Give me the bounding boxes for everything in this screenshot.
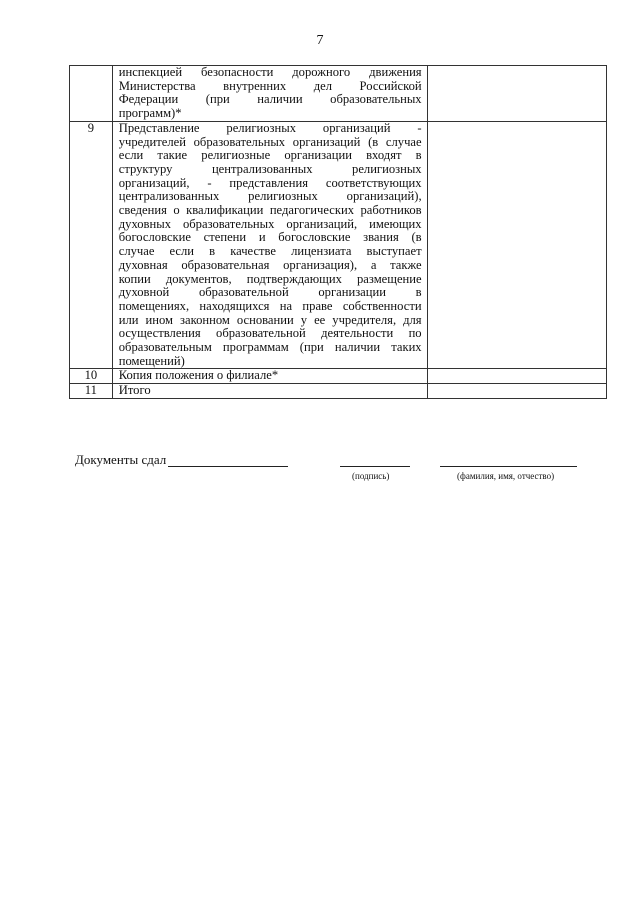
row-value-cell <box>427 121 606 369</box>
description-line: осуществления образовательной деятельности по <box>118 326 422 341</box>
row-description <box>112 66 427 122</box>
row-description <box>112 384 427 399</box>
row-description <box>112 369 427 384</box>
table-row <box>70 66 607 122</box>
description-line: организаций, - представления соответствующих <box>118 175 422 190</box>
description-line: Федерации (при наличии образовательных <box>118 92 422 107</box>
submitter-line <box>168 466 288 467</box>
description-line: программ)* <box>118 106 182 121</box>
description-line: копии документов, подтверждающих размещение <box>118 271 422 286</box>
full-name-line <box>440 466 577 467</box>
description-line: духовная образовательная организация), а также <box>118 257 422 272</box>
row-number: 10 <box>70 369 113 384</box>
description-line: богословские степени и богословские звания (в <box>118 230 422 245</box>
row-number: 9 <box>70 121 113 369</box>
description-line: инспекцией безопасности дорожного движения <box>118 65 422 79</box>
table-row <box>70 384 607 399</box>
description-line: структуру централизованных религиозных <box>118 161 422 176</box>
description-line: Представление религиозных организаций - <box>118 120 422 135</box>
documents-submitted-label: Документы сдал <box>75 452 167 467</box>
description-line: или ином законном основании у ее учредителя, для <box>118 312 422 327</box>
description-line: Итого <box>118 383 151 398</box>
description-line: централизованных религиозных организаций), <box>118 189 422 204</box>
description-line: помещений) <box>118 353 185 368</box>
row-number <box>70 66 113 122</box>
row-description <box>112 121 427 369</box>
description-line: Копия положения о филиале* <box>118 368 279 383</box>
table-row <box>70 369 607 384</box>
row-value-cell <box>427 369 606 384</box>
description-line: случае если в качестве лицензиата выступает <box>118 244 422 259</box>
description-line: сведения о квалификации педагогических работников <box>118 203 422 218</box>
description-line: духовной образовательной организации в <box>118 285 422 300</box>
description-line: помещениях, находящихся на праве собственности <box>118 298 422 313</box>
row-value-cell <box>427 384 606 399</box>
table-row <box>70 121 607 369</box>
row-number: 11 <box>70 384 113 399</box>
full-name-caption: (фамилия, имя, отчество) <box>457 471 555 481</box>
description-line: учредителей образовательных организаций (в случае <box>118 134 422 149</box>
description-line: духовных образовательных организаций, имеющих <box>118 216 422 231</box>
signature-caption: (подпись) <box>352 471 390 481</box>
description-line: если такие религиозные организации входят в <box>118 148 422 163</box>
page-number: 7 <box>316 33 324 48</box>
row-value-cell <box>427 66 606 122</box>
description-line: образовательным программам (при наличии таких <box>118 340 422 355</box>
signature-line <box>340 466 410 467</box>
description-line: Министерства внутренних дел Российской <box>118 78 422 93</box>
documents-table <box>69 65 607 399</box>
